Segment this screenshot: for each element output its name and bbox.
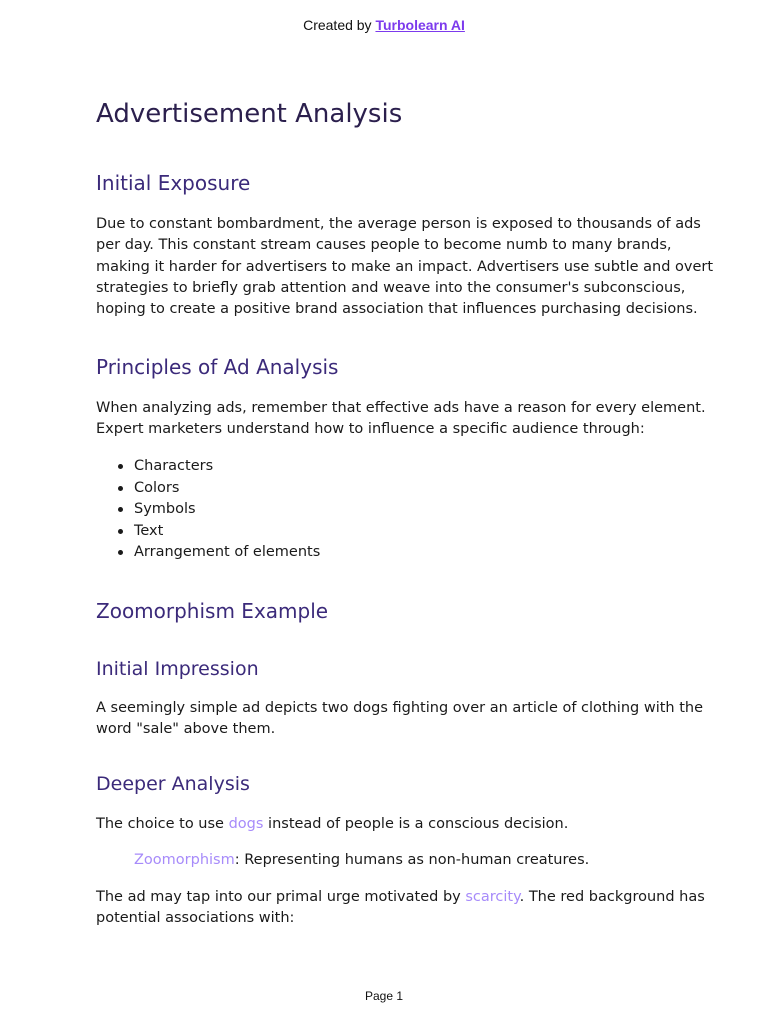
list-item: Symbols (134, 499, 320, 521)
definition-term: Zoomorphism (134, 852, 235, 868)
definition-text: : Representing humans as non-human creatures. (234, 852, 590, 868)
text-line: A seemingly simple ad depicts two dogs fighting over an article of clothing with the (96, 700, 704, 716)
highlight-dogs: dogs (228, 816, 264, 832)
heading-principles: Principles of Ad Analysis (96, 355, 339, 379)
urge-text-start: The ad may tap into our primal urge motivated by (96, 889, 466, 905)
text-line: Due to constant bombardment, the average person is exposed to thousands of ads (96, 216, 701, 232)
paragraph-initial-impression (96, 698, 704, 741)
created-by-label: Created by (303, 17, 372, 33)
text-line: hoping to create a positive brand association that influences purchasing decisions. (96, 301, 698, 318)
text-line (96, 814, 676, 835)
heading-zoomorphism-example: Zoomorphism Example (96, 599, 329, 623)
choice-text-start: The choice to use (96, 816, 229, 832)
list-item: Characters (134, 456, 320, 478)
text-line: per day. This constant stream causes people to become numb to many brands, (96, 237, 672, 254)
turbolearn-link[interactable]: Turbolearn AI (375, 17, 465, 33)
heading-deeper-analysis: Deeper Analysis (96, 773, 250, 795)
elements-list (96, 456, 320, 564)
text-line: When analyzing ads, remember that effective ads have a reason for every element. (96, 400, 706, 416)
text-line: making it harder for advertisers to make an impact. Advertisers use subtle and overt (96, 258, 714, 275)
highlight-scarcity: scarcity (465, 889, 520, 905)
text-line: Expert marketers understand how to influence a specific audience through: (96, 421, 645, 438)
text-line (96, 887, 705, 908)
list-item: Arrangement of elements (134, 542, 320, 564)
text-line: potential associations with: (96, 910, 295, 927)
definition-zoomorphism (134, 850, 589, 871)
urge-text-end: . The red background has (519, 889, 705, 905)
paragraph-choice (96, 814, 676, 835)
created-by-header (0, 17, 768, 33)
heading-initial-impression: Initial Impression (96, 658, 259, 680)
heading-initial-exposure: Initial Exposure (96, 171, 251, 195)
page-number: Page 1 (364, 989, 404, 1003)
list-item: Text (134, 521, 320, 543)
choice-text-end: instead of people is a conscious decision. (263, 816, 569, 832)
text-line: strategies to briefly grab attention and weave into the consumer's subconscious, (96, 279, 686, 296)
text-line: word "sale" above them. (96, 721, 276, 738)
paragraph-scarcity (96, 887, 705, 930)
list-item: Colors (134, 478, 320, 500)
paragraph-principles (96, 398, 706, 441)
page-title: Advertisement Analysis (96, 99, 403, 129)
paragraph-initial-exposure (96, 214, 714, 320)
